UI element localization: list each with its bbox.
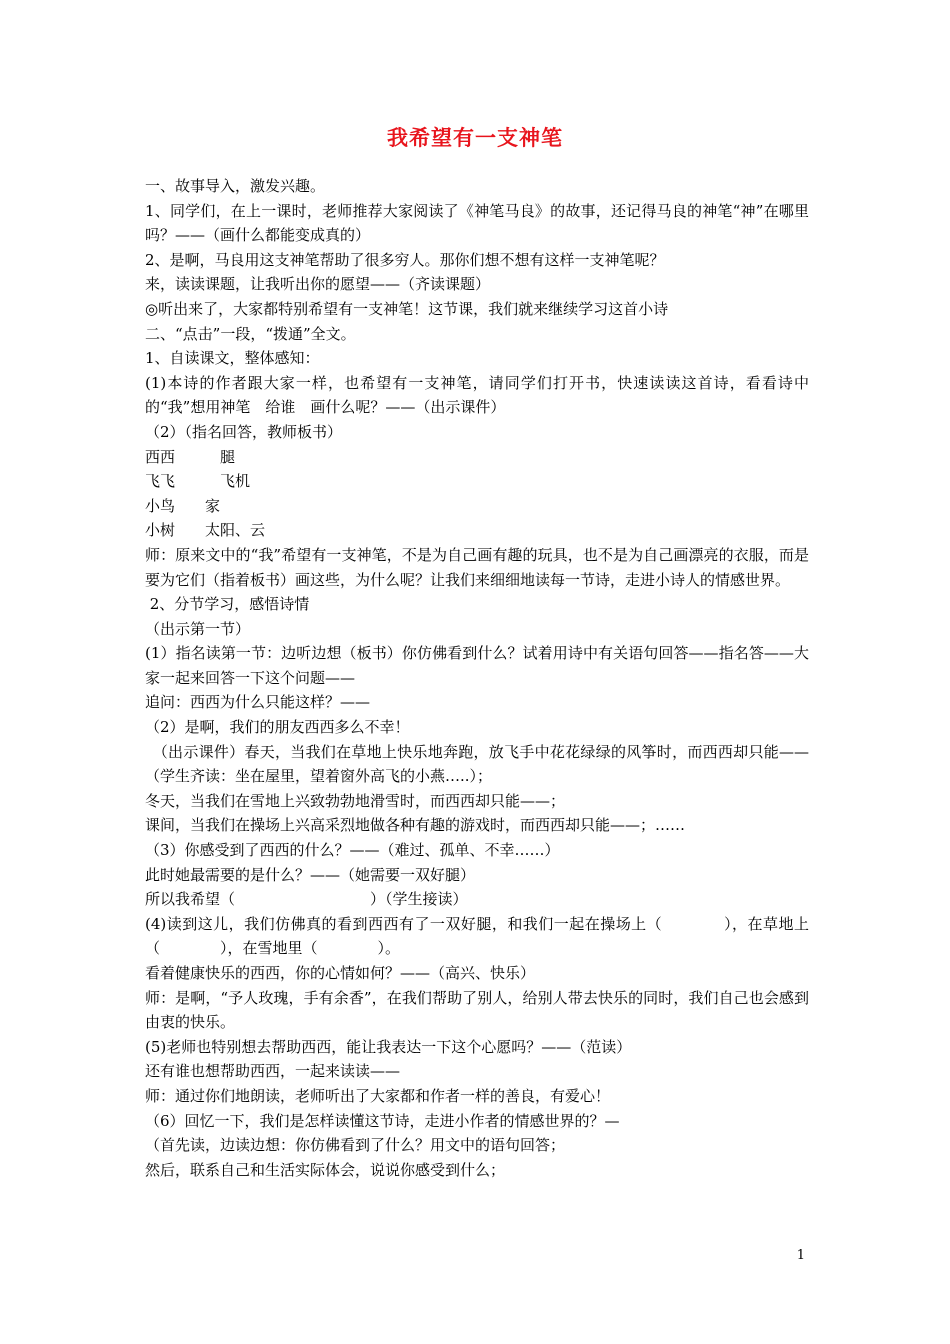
board-line: 小鸟 家 xyxy=(145,496,221,515)
paragraph-line: (1)本诗的作者跟大家一样，也希望有一支神笔，请同学们打开书，快速读读这首诗，看看诗中的“我”想用神笔 给谁 画什么呢？——（出示课件） xyxy=(145,373,809,417)
paragraph-line: 一、故事导入，激发兴趣。 xyxy=(145,177,326,195)
paragraph-line: 然后，联系自己和生活实际体会，说说你感受到什么； xyxy=(145,1160,506,1179)
paragraph-line: 2、是啊，马良用这支神笔帮助了很多穷人。那你们想不想有这样一支神笔呢？ xyxy=(145,250,665,269)
paragraph-line: 此时她最需要的是什么？——（她需要一双好腿） xyxy=(145,865,476,884)
paragraph-line: (5)老师也特别想去帮助西西，能让我表达一下这个心愿吗？——（范读） xyxy=(145,1037,632,1056)
paragraph-line: ◎听出来了，大家都特别希望有一支神笔！这节课，我们就来继续学习这首小诗 xyxy=(145,299,669,318)
paragraph-line: (4)读到这儿，我们仿佛真的看到西西有了一双好腿，和我们一起在操场上（ ），在草地上（ ），在雪地里（ ）。 xyxy=(145,914,809,958)
paragraph-line: 1、同学们，在上一课时，老师推荐大家阅读了《神笔马良》的故事，还记得马良的神笔“神”在哪里吗？——（画什么都能变成真的） xyxy=(145,201,809,245)
paragraph-line: 看着健康快乐的西西，你的心情如何？——（高兴、快乐） xyxy=(145,964,536,982)
paragraph-line: 所以我希望（ ）（学生接读） xyxy=(145,890,468,909)
page-number: 1 xyxy=(796,1248,805,1263)
board-line: 小树 太阳、云 xyxy=(145,521,266,540)
paragraph-line: 师：是啊，“予人玫瑰，手有余香”，在我们帮助了别人，给别人带去快乐的同时，我们自己也会感到由衷的快乐。 xyxy=(145,988,809,1032)
paragraph-line: （2）是啊，我们的朋友西西多么不幸！ xyxy=(145,718,410,737)
paragraph-line: 二、“点击”一段，“拨通”全文。 xyxy=(145,324,356,343)
paragraph-line: （出示课件）春天，当我们在草地上快乐地奔跑，放飞手中花花绿绿的风筝时，而西西却只能——（学生齐读：坐在屋里，望着窗外高飞的小燕…..）； xyxy=(145,742,809,786)
paragraph-line: 师：通过你们地朗读，老师听出了大家都和作者一样的善良，有爱心！ xyxy=(145,1086,611,1105)
paragraph-line: 追问：西西为什么只能这样？—— xyxy=(145,693,371,712)
paragraph-line: （3）你感受到了西西的什么？——（难过、孤单、不幸……） xyxy=(145,841,560,860)
paragraph-line: （2）（指名回答，教师板书） xyxy=(145,422,343,441)
paragraph-line: 冬天，当我们在雪地上兴致勃勃地滑雪时，而西西却只能——； xyxy=(145,791,566,810)
board-line: 飞飞 飞机 xyxy=(145,472,251,491)
page-title: 我希望有一支神笔 xyxy=(387,125,563,150)
paragraph-line: （首先读，边读边想：你仿佛看到了什么？用文中的语句回答； xyxy=(145,1136,566,1155)
paragraph-line: 1、自读课文，整体感知： xyxy=(145,349,320,368)
board-line: 西西 腿 xyxy=(145,447,236,466)
body-text xyxy=(145,174,809,1182)
paragraph-line: 2、分节学习，感悟诗情 xyxy=(145,595,310,614)
paragraph-line: (1）指名读第一节：边听边想（板书）你仿佛看到什么？试着用诗中有关语句回答——指名答——大家一起来回答一下这个问题—— xyxy=(145,644,809,687)
paragraph-line: （6）回忆一下，我们是怎样读懂这节诗，走进小作者的情感世界的？— xyxy=(145,1111,620,1130)
paragraph-line: 来，读读课题，让我听出你的愿望——（齐读课题） xyxy=(145,275,491,294)
paragraph-line: 师：原来文中的“我”希望有一支神笔，不是为自己画有趣的玩具，也不是为自己画漂亮的衣服，而是要为它们（指着板书）画这些，为什么呢？让我们来细细地读每一节诗，走进小诗人的情感世界。 xyxy=(145,545,809,589)
paragraph-line: 还有谁也想帮助西西，一起来读读—— xyxy=(145,1062,401,1081)
paragraph-line: （出示第一节） xyxy=(145,619,251,638)
paragraph-line: 课间，当我们在操场上兴高采烈地做各种有趣的游戏时，而西西却只能——；…… xyxy=(145,816,686,835)
